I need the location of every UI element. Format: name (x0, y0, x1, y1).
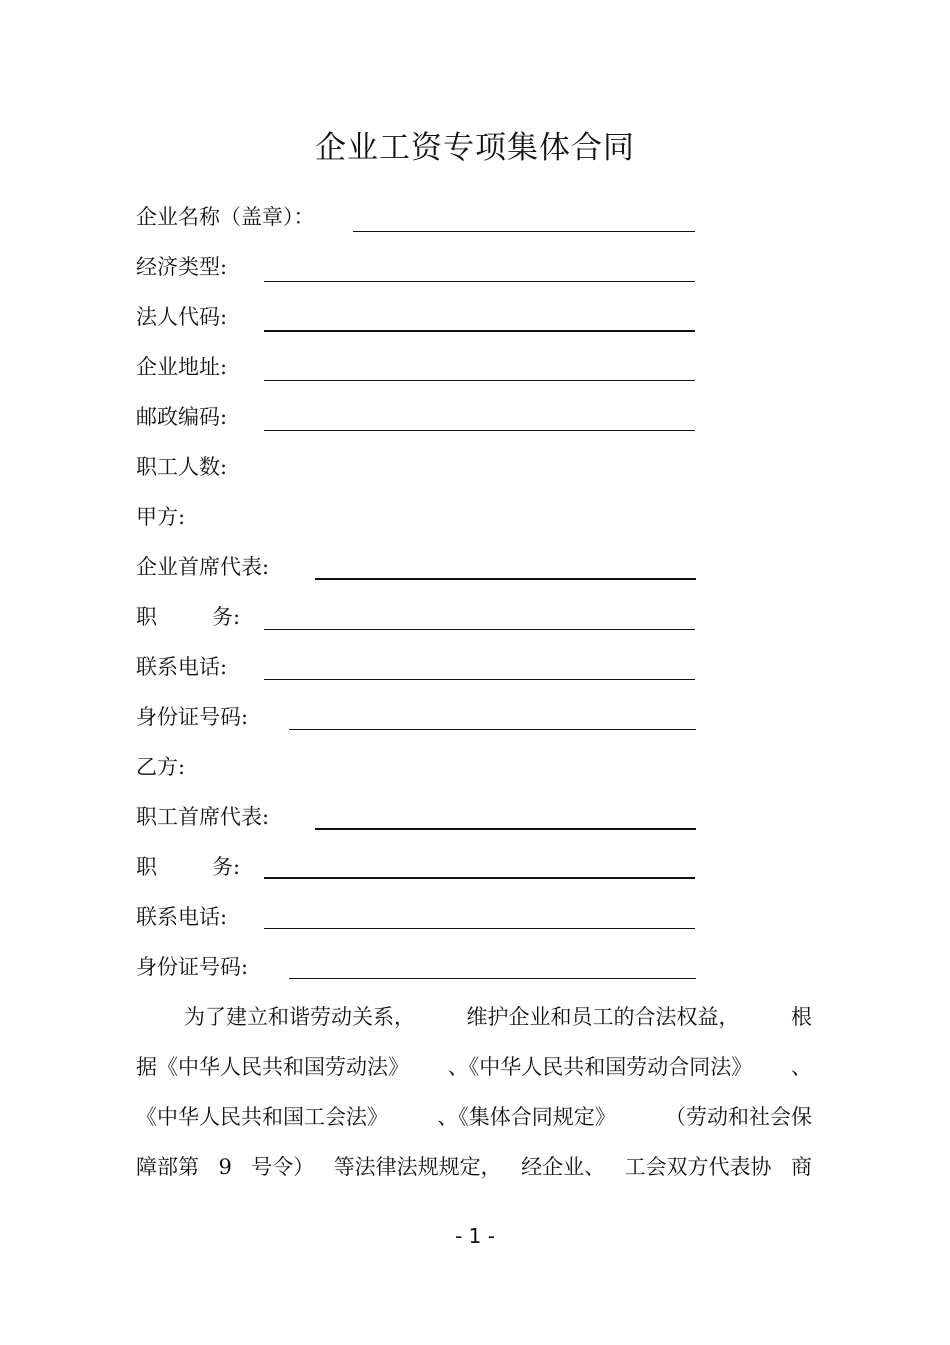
company-name-label: 企业名称（盖章）： (136, 205, 315, 229)
preamble-paragraph (136, 992, 812, 1192)
paragraph-line-1: 为了建立和谐劳动关系， 维护企业和员工的合法权益， 根 (184, 1005, 812, 1029)
staff-count-label: 职工人数: (136, 455, 228, 479)
party-a-phone-label: 联系电话: (136, 655, 228, 679)
page-title: 企业工资专项集体合同 (315, 130, 635, 166)
paragraph-line-3: 《中华人民共和国工会法》 、《集体合同规定》 （劳动和社会保 (136, 1105, 812, 1129)
party-b-phone-line[interactable] (264, 928, 695, 929)
party-b-id-line[interactable] (289, 978, 696, 979)
party-b-id-label: 身份证号码: (136, 955, 249, 979)
party-a-position-line[interactable] (264, 629, 695, 630)
company-name-line[interactable] (353, 231, 695, 232)
page-number: - 1 - (455, 1224, 495, 1248)
party-a-phone-line[interactable] (264, 679, 695, 680)
party-b-position-char2: 务: (212, 855, 241, 879)
party-b-heading: 乙方: (136, 755, 186, 779)
company-address-line[interactable] (264, 380, 695, 381)
company-address-label: 企业地址: (136, 355, 228, 379)
party-b-rep-line[interactable] (315, 828, 696, 830)
paragraph-line-4: 障部第 9 号令） 等法律法规规定， 经企业、 工会双方代表协 商 (136, 1155, 812, 1179)
economic-type-label: 经济类型: (136, 255, 228, 279)
paragraph-line-2: 据《中华人民共和国劳动法》 、《中华人民共和国劳动合同法》 、 (136, 1055, 812, 1079)
legal-code-line[interactable] (264, 330, 695, 332)
party-a-id-label: 身份证号码: (136, 705, 249, 729)
party-b-phone-label: 联系电话: (136, 905, 228, 929)
postcode-label: 邮政编码: (136, 405, 228, 429)
party-a-rep-label: 企业首席代表: (136, 555, 270, 579)
economic-type-line[interactable] (264, 281, 695, 282)
party-a-heading: 甲方: (136, 505, 186, 529)
party-b-position-line[interactable] (264, 877, 695, 879)
party-a-id-line[interactable] (289, 729, 696, 730)
party-b-position-label (136, 852, 240, 882)
party-b-position-char1: 职 (136, 855, 157, 879)
party-a-position-label (136, 602, 240, 632)
postcode-line[interactable] (264, 430, 695, 431)
legal-code-label: 法人代码: (136, 305, 228, 329)
party-a-rep-line[interactable] (315, 578, 696, 580)
party-a-position-char2: 务: (212, 605, 241, 629)
party-b-rep-label: 职工首席代表: (136, 805, 270, 829)
party-a-position-char1: 职 (136, 605, 157, 629)
